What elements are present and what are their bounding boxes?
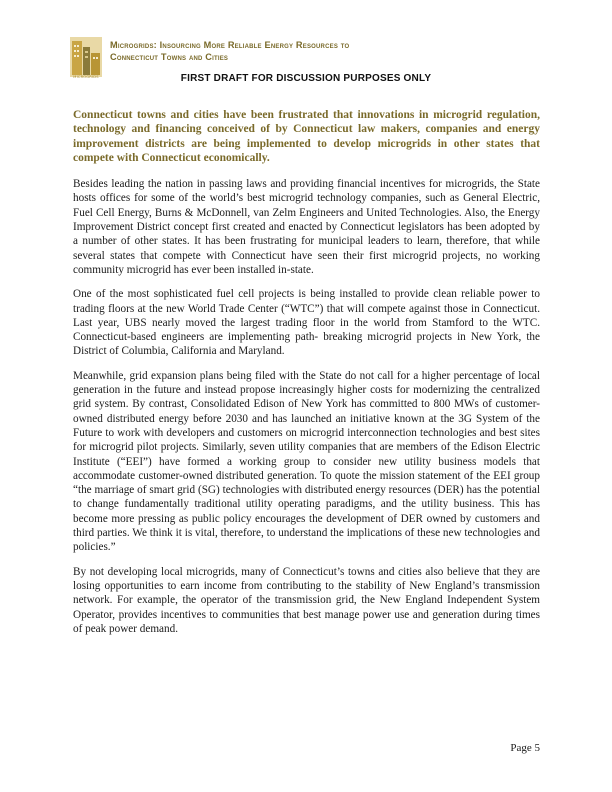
document-header-title — [110, 39, 530, 63]
logo-caption: MICROGRIDS — [73, 75, 99, 79]
body-paragraph: Besides leading the nation in passing laws and providing financial incentives for microgrids, the State hosts offices for some of the world’s best microgrid technology companies, such as General Electric, Fuel Cell Energy, Burns & McDonnell, van Zelm Engineers and United Technologies. Also, the Energy Improvement District concept first created and enacted by Connecticut legislators has been adopted by a number of other states. It has been frustrating for municipal leaders to learn, therefore, that while several states that compete with Connecticut have seen their first microgrid projects, no working community microgrid has ever been installed in-state. — [73, 178, 540, 276]
microgrids-logo-icon — [70, 37, 102, 77]
page-number: Page 5 — [510, 742, 540, 754]
intro-paragraph: Connecticut towns and cities have been frustrated that innovations in microgrid regulation, technology and financing conceived of by Connecticut law makers, companies and energy improvement districts are being implemented to develop microgrids in other states that compete with Connecticut economically. — [73, 109, 540, 164]
body-paragraph: One of the most sophisticated fuel cell projects is being installed to provide clean reliable power to trading floors at the new World Trade Center (“WTC”) that will compete against those in Connecticut. Last year, UBS nearly moved the largest trading floor in the world from Stamford to the WTC. Connecticut-based engineers are implementing path- breaking microgrid projects in New York, the District of Columbia, California and Maryland. — [73, 288, 540, 358]
draft-notice: FIRST DRAFT FOR DISCUSSION PURPOSES ONLY — [180, 73, 432, 84]
body-paragraph: Meanwhile, grid expansion plans being filed with the State do not call for a higher percentage of local generation in the future and instead propose increasingly higher costs for modernizing the centralized grid system. By contrast, Consolidated Edison of New York has committed to 800 MWs of customer-owned distributed energy before 2030 and has launched an initiative known at the 3G System of the Future to work with developers and customers on microgrid interconnection technologies and best sites for microgrid pilot projects. Similarly, seven utility companies that are members of the Edison Electric Institute (“EEI”) have formed a working group to consider new utility business models that accommodate customer-owned distributed generation. To quote the mission statement of the EEI group “the marriage of smart grid (SG) technologies with distributed energy resources (DER) has the potential to change fundamentally traditional utility operating paradigms, and the utility business. This has become more pressing as public policy encourages the development of DER owned by customers and third parties. We think it is vital, therefore, to understand the implications of these new technologies and policies.” — [73, 369, 540, 554]
header-title-line-2: Connecticut Towns and Cities — [110, 52, 229, 62]
body-paragraph: By not developing local microgrids, many of Connecticut’s towns and cities also believe that they are losing opportunities to earn income from contributing to the stability of New England’s transmission network. For example, the operator of the transmission grid, the New England Independent System Operator, provides incentives to communities that best manage power use and generation during times of peak power demand. — [73, 565, 540, 635]
document-body — [73, 108, 540, 646]
header-title-line-1: Microgrids: Insourcing More Reliable Energy Resources to — [110, 40, 350, 50]
